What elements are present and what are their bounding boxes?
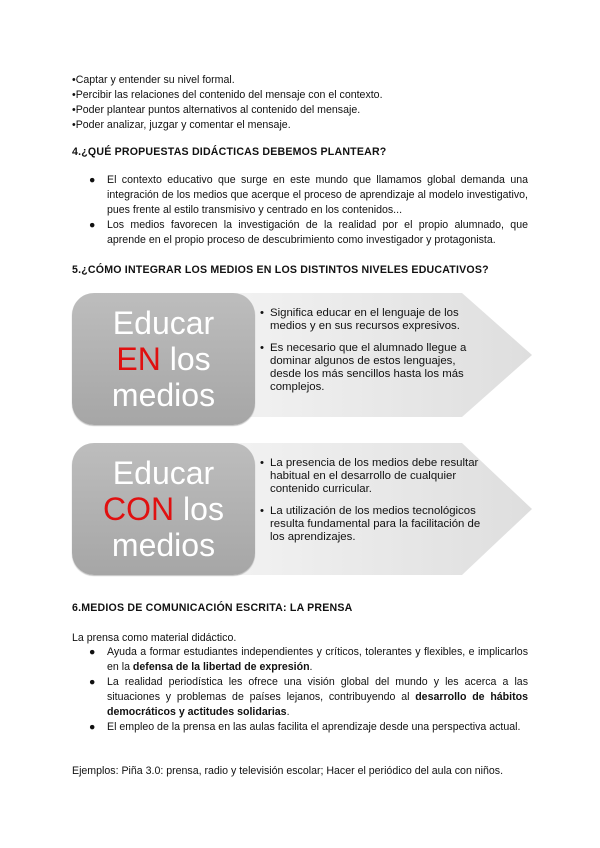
list-item: • Es necesario que el alumnado llegue a dominar algunos de estos lenguajes, desde los más sencillos hasta los más complejos. — [260, 342, 467, 393]
diagram-educar-con-los-medios — [72, 443, 532, 575]
intro-line: •Percibir las relaciones del contenido del mensaje con el contexto. — [72, 89, 383, 101]
bullet-icon: ● — [89, 174, 96, 186]
intro-line: •Poder plantear puntos alternativos al contenido del mensaje. — [72, 104, 361, 116]
bullet-icon: • — [260, 307, 264, 319]
list-item: ● Ayuda a formar estudiantes independientes y críticos, tolerantes y flexibles, e implicarlos en la defensa de la libertad de expresión. — [89, 646, 528, 673]
concept-box: Educar CON los medios — [72, 443, 255, 575]
list-item: ● La realidad periodística les ofrece una visión global del mundo y les acerca a las situaciones y problemas de países lejanos, contribuyendo al desarrollo de hábitos democráticos y actitudes solidarias. — [89, 676, 528, 718]
examples-line: Ejemplos: Piña 3.0: prensa, radio y televisión escolar; Hacer el periódico del aula con niños. — [72, 765, 504, 777]
intro-line: •Captar y entender su nivel formal. — [72, 74, 235, 86]
section-6-bullets — [72, 645, 528, 735]
intro-line: •Poder analizar, juzgar y comentar el mensaje. — [72, 119, 291, 131]
bullet-icon: ● — [89, 721, 96, 733]
highlight-word: EN — [116, 341, 161, 377]
bullet-icon: ● — [89, 676, 96, 688]
section-4-heading: 4.¿QUÉ PROPUESTAS DIDÁCTICAS DEBEMOS PLANTEAR? — [72, 146, 387, 158]
arrow-points — [260, 307, 485, 403]
list-item: ● El contexto educativo que surge en este mundo que llamamos global demanda una integración de los medios que acerque el proceso de aprendizaje al modelo investigativo, pues frente al estilo transmisivo y centrado en los contenidos... — [89, 174, 528, 216]
intro-list — [72, 73, 542, 133]
list-item: • La utilización de los medios tecnológicos resulta fundamental para la facilitación de los aprendizajes. — [260, 505, 481, 543]
section-6-heading: 6.MEDIOS DE COMUNICACIÓN ESCRITA: LA PRENSA — [72, 602, 353, 614]
bullet-icon: • — [260, 342, 264, 354]
section-6-subtitle: La prensa como material didáctico. — [72, 632, 237, 644]
list-item: ● El empleo de la prensa en las aulas facilita el aprendizaje desde una perspectiva actual. — [89, 721, 521, 733]
bullet-icon: • — [260, 505, 264, 517]
bullet-icon: ● — [89, 219, 96, 231]
concept-box: Educar EN los medios — [72, 293, 255, 425]
list-item: • Significa educar en el lenguaje de los medios y en sus recursos expresivos. — [260, 307, 460, 332]
bullet-icon: • — [260, 457, 264, 469]
list-item: ● Los medios favorecen la investigación de la realidad por el propio alumnado, que aprende en el propio proceso de descubrimiento como investigador y protagonista. — [89, 219, 528, 246]
list-item: • La presencia de los medios debe resultar habitual en el desarrollo de cualquier contenido curricular. — [260, 457, 479, 495]
highlight-word: CON — [103, 491, 175, 527]
bullet-icon: ● — [89, 646, 96, 658]
section-4-bullets — [72, 173, 528, 248]
section-5-heading: 5.¿CÓMO INTEGRAR LOS MEDIOS EN LOS DISTINTOS NIVELES EDUCATIVOS? — [72, 264, 489, 276]
arrow-points — [260, 457, 485, 553]
diagram-educar-en-los-medios — [72, 293, 532, 425]
